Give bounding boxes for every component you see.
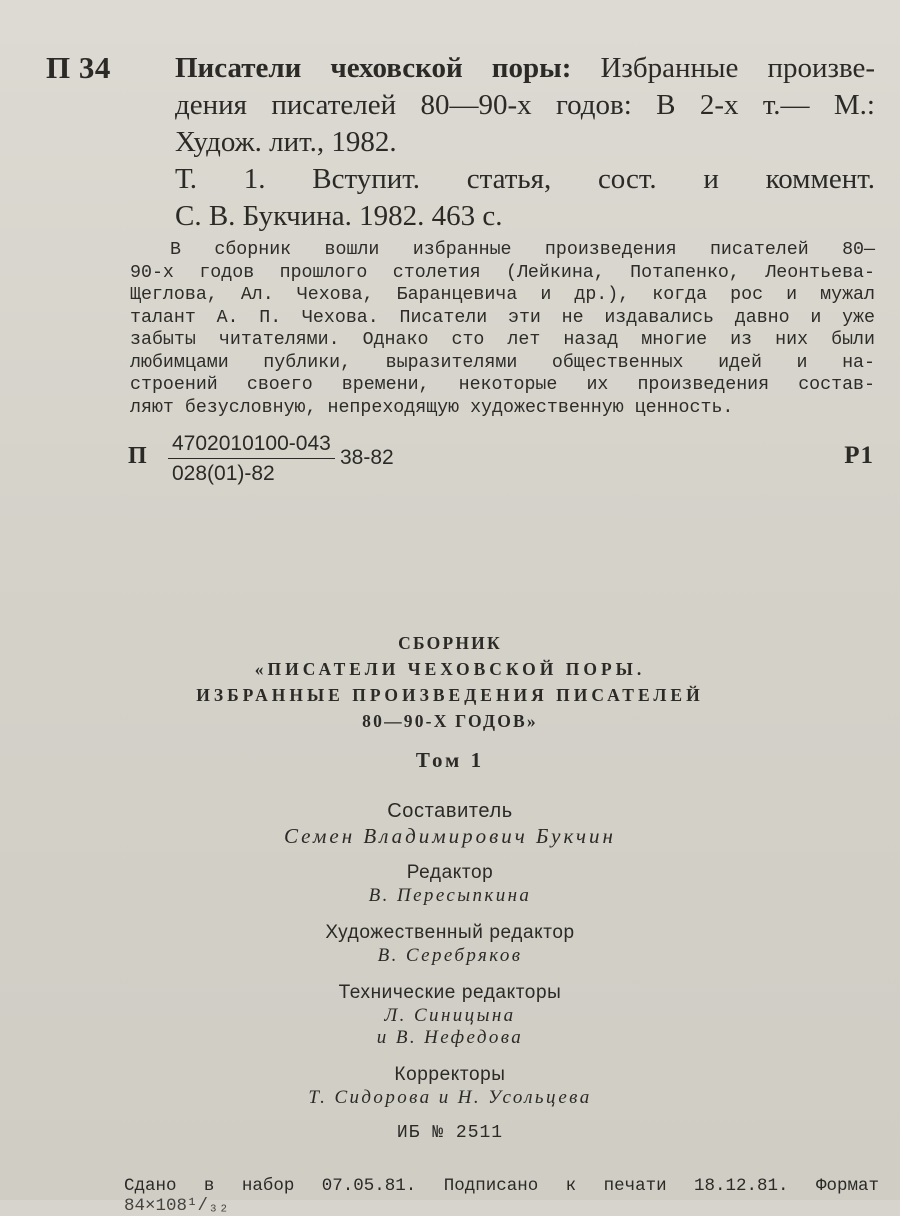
annotation-line: Щеглова, Ал. Чехова, Баранцевича и др.), когда рос и мужал bbox=[130, 285, 875, 305]
credit-name: В. Серебряков bbox=[377, 945, 523, 966]
credit-name: Семен Владимирович Букчин bbox=[284, 824, 616, 848]
classification-letter: П bbox=[128, 443, 147, 469]
colophon-title-line: 80—90-Х ГОДОВ» bbox=[362, 711, 538, 731]
credit-role: Технические редакторы bbox=[338, 982, 562, 1003]
credits bbox=[0, 799, 900, 1109]
colophon-title-line: ИЗБРАННЫЕ ПРОИЗВЕДЕНИЯ ПИСАТЕЛЕЙ bbox=[196, 685, 704, 705]
catalog-title-line bbox=[175, 50, 875, 87]
imprint bbox=[124, 1176, 879, 1216]
classification-right-mark: Р1 bbox=[844, 442, 874, 469]
credit-tech-editors bbox=[0, 981, 900, 1049]
fraction-denominator: 028(01)-82 bbox=[172, 462, 275, 485]
annotation-line: В сборник вошли избранные произведения писателей 80— bbox=[170, 240, 875, 260]
colophon-title-line: СБОРНИК bbox=[398, 633, 502, 653]
annotation-line: талант А. П. Чехова. Писатели эти не издавались давно и уже bbox=[130, 307, 875, 328]
fraction-numerator: 4702010100-043 bbox=[168, 430, 335, 459]
colophon-title-line: «ПИСАТЕЛИ ЧЕХОВСКОЙ ПОРЫ. bbox=[254, 659, 646, 679]
credit-role: Корректоры bbox=[394, 1064, 506, 1085]
credit-role: Составитель bbox=[387, 800, 513, 822]
catalog-line-2: Худож. лит., 1982. bbox=[175, 126, 397, 158]
catalog-volume-line-1: С. В. Букчина. 1982. 463 с. bbox=[175, 200, 503, 232]
catalog-volume-text-0: Т. 1. Вступит. статья, сост. и коммент. bbox=[175, 163, 875, 195]
imprint-line: Сдано в набор 07.05.81. Подписано к печати 18.12.81. Формат bbox=[124, 1176, 879, 1196]
annotation-line: любимцами публики, выразителями общественных идей и на- bbox=[130, 352, 875, 373]
credit-role: Художественный редактор bbox=[325, 922, 575, 943]
colophon bbox=[0, 630, 900, 1143]
catalog-description bbox=[175, 50, 875, 235]
catalog-index: П 34 bbox=[46, 50, 111, 85]
imprint-line: 84×108¹/₃₂ bbox=[124, 1196, 230, 1216]
credit-compiler bbox=[0, 799, 900, 847]
classification-number: 38-82 bbox=[340, 446, 394, 469]
credit-editor bbox=[0, 861, 900, 907]
publisher-number: ИБ № 2511 bbox=[396, 1123, 504, 1143]
catalog-title: Писатели чеховской поры: bbox=[175, 52, 572, 84]
credit-proofreaders bbox=[0, 1063, 900, 1109]
credit-name: Л. Синицына bbox=[384, 1005, 516, 1026]
volume-label: Том 1 bbox=[415, 748, 485, 772]
annotation-line: забыты читателями. Однако сто лет назад многие из них были bbox=[130, 330, 875, 350]
credit-name: Т. Сидорова и Н. Усольцева bbox=[308, 1087, 592, 1108]
credit-role: Редактор bbox=[406, 862, 494, 883]
catalog-line-1: дения писателей 80—90-х годов: В 2-х т.— М.: bbox=[175, 89, 875, 121]
catalog-card bbox=[0, 0, 900, 520]
classification-code bbox=[128, 430, 888, 490]
catalog-volume-line-0 bbox=[175, 161, 875, 198]
annotation-line: 90-х годов прошлого столетия (Лейкина, Потапенко, Леонтьева- bbox=[130, 262, 875, 283]
colophon-title bbox=[0, 630, 900, 734]
annotation-line: строений своего времени, некоторые их произведения состав- bbox=[130, 375, 875, 395]
credit-art-editor bbox=[0, 921, 900, 967]
credit-name: В. Пересыпкина bbox=[368, 885, 532, 906]
annotation bbox=[130, 239, 875, 419]
catalog-line-0: Избранные произве- bbox=[600, 52, 875, 84]
classification-fraction bbox=[168, 430, 335, 487]
credit-name: и В. Нефедова bbox=[376, 1027, 524, 1048]
annotation-line: ляют безусловную, непреходящую художественную ценность. bbox=[130, 397, 734, 418]
